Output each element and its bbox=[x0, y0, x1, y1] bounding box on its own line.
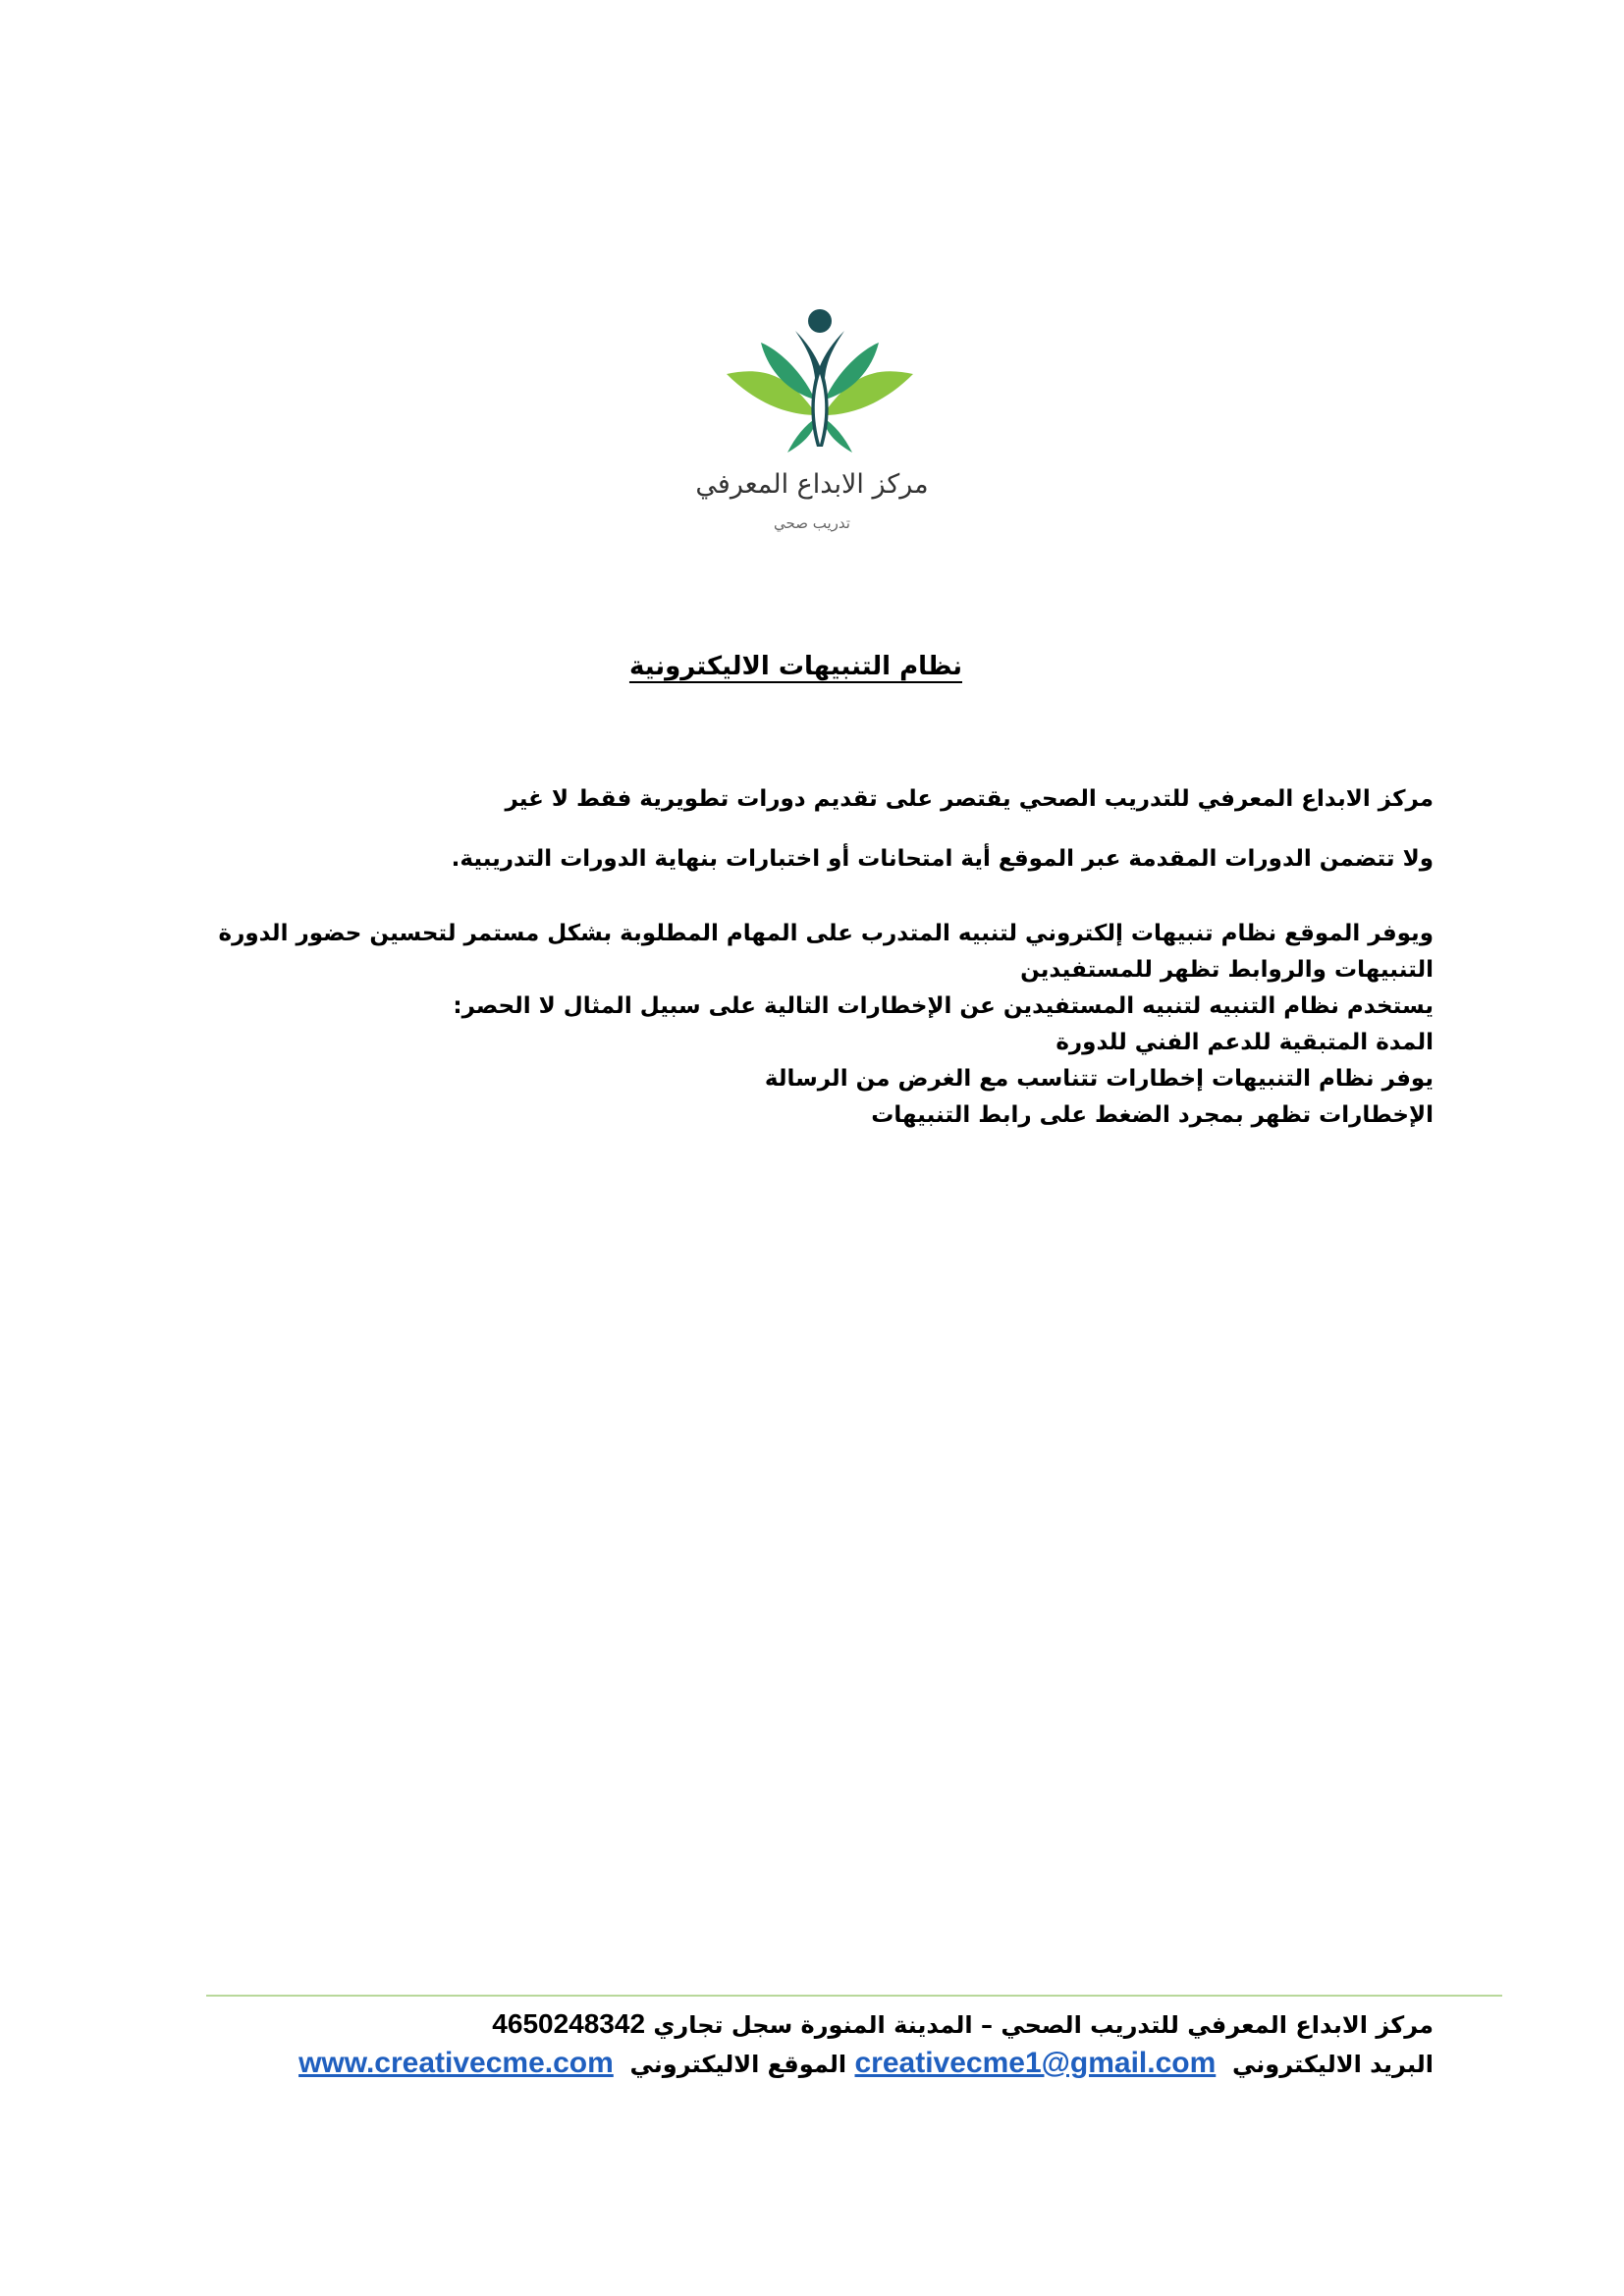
document-title bbox=[491, 652, 962, 681]
footer-contact-line bbox=[157, 2044, 1434, 2084]
body-line: الإخطارات تظهر بمجرد الضغط على رابط التنبيهات bbox=[871, 1102, 1434, 1128]
email-label: البريد الاليكتروني bbox=[1232, 2051, 1434, 2078]
logo-emblem bbox=[727, 309, 913, 456]
paragraph-intro: مركز الابداع المعرفي للتدريب الصحي يقتصر على تقديم دورات تطويرية فقط لا غير bbox=[505, 786, 1434, 812]
website-label: الموقع الاليكتروني bbox=[629, 2051, 847, 2078]
logo-org-name: مركز الابداع المعرفي bbox=[695, 469, 929, 500]
alerts-description-block bbox=[177, 916, 1434, 1134]
footer-org-text: مركز الابداع المعرفي للتدريب الصحي – المدينة المنورة سجل تجاري bbox=[653, 2011, 1434, 2039]
paragraph-no-exams: ولا تتضمن الدورات المقدمة عبر الموقع أية امتحانات أو اختبارات بنهاية الدورات التدريبية. bbox=[451, 846, 1434, 872]
body-line: ويوفر الموقع نظام تنبيهات إلكتروني لتنبيه المتدرب على المهام المطلوبة بشكل مستمر لتحسين حضور الدورة bbox=[218, 921, 1434, 946]
figure-head bbox=[808, 309, 832, 333]
body-line: المدة المتبقية للدعم الفني للدورة bbox=[1056, 1030, 1434, 1055]
footer-divider bbox=[206, 1995, 1502, 1997]
body-line: التنبيهات والروابط تظهر للمستفيدين bbox=[1020, 957, 1434, 983]
body-line: يستخدم نظام التنبيه لتنبيه المستفيدين عن الإخطارات التالية على سبيل المثال لا الحصر: bbox=[453, 993, 1434, 1019]
registration-number: 4650248342 bbox=[492, 2008, 646, 2039]
logo-tagline: تدريب صحي bbox=[774, 514, 850, 532]
email-link[interactable]: creativecme1@gmail.com bbox=[854, 2047, 1217, 2079]
website-link[interactable]: www.creativecme.com bbox=[298, 2047, 614, 2079]
body-line: يوفر نظام التنبيهات إخطارات تتناسب مع الغرض من الرسالة bbox=[764, 1066, 1434, 1092]
footer-registration-line bbox=[157, 2004, 1434, 2045]
document-title-text: نظام التنبيهات الاليكترونية bbox=[628, 652, 962, 681]
